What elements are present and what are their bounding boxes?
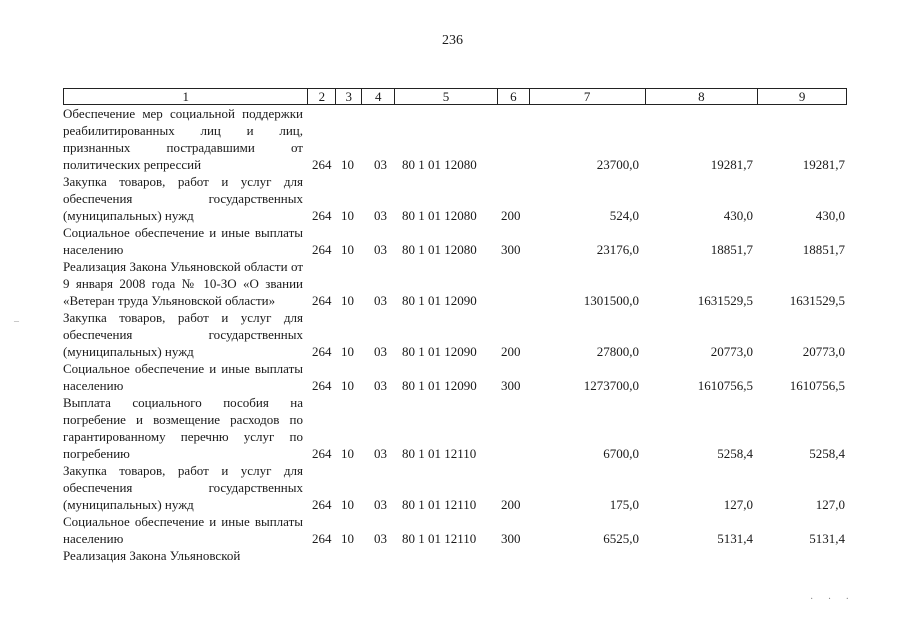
cell-csr: 80 1 01 12110 bbox=[402, 446, 477, 461]
cell-sum-8: 127,0 bbox=[723, 497, 753, 512]
cell-sum-9: 19281,7 bbox=[802, 157, 845, 172]
cell-sum-7: 1273700,0 bbox=[583, 378, 639, 393]
cell-sum-9: 1631529,5 bbox=[789, 293, 845, 308]
header-col-7: 7 bbox=[530, 89, 646, 104]
cell-csr: 80 1 01 12090 bbox=[402, 293, 477, 308]
cell-sum-9: 5258,4 bbox=[809, 446, 845, 461]
cell-sum-7: 6700,0 bbox=[603, 446, 639, 461]
cell-sum-9: 1610756,5 bbox=[789, 378, 845, 393]
row-name: Обеспечение мер социальной поддержки реабилитированных лиц и лиц, признанных пострадавшими от политических репрессий bbox=[63, 106, 303, 172]
header-col-4: 4 bbox=[362, 89, 395, 104]
page-number: 236 bbox=[442, 33, 463, 48]
cell-pr: 03 bbox=[374, 531, 387, 546]
header-col-3: 3 bbox=[336, 89, 362, 104]
cell-rz: 10 bbox=[341, 208, 354, 223]
cell-csr: 80 1 01 12110 bbox=[402, 497, 477, 512]
cell-rz: 10 bbox=[341, 242, 354, 257]
table-row bbox=[63, 309, 847, 360]
cell-ved: 264 bbox=[312, 293, 332, 308]
cell-ved: 264 bbox=[312, 157, 332, 172]
table-row bbox=[63, 394, 847, 462]
cell-pr: 03 bbox=[374, 293, 387, 308]
cell-sum-9: 20773,0 bbox=[802, 344, 845, 359]
row-name: Реализация Закона Ульяновской области от 9 января 2008 года № 10-ЗО «О звании «Ветеран труда Ульяновской области» bbox=[63, 259, 303, 308]
cell-sum-7: 1301500,0 bbox=[583, 293, 639, 308]
cell-pr: 03 bbox=[374, 446, 387, 461]
cell-sum-9: 18851,7 bbox=[802, 242, 845, 257]
row-name: Закупка товаров, работ и услуг для обеспечения государственных (муниципальных) нужд bbox=[63, 463, 303, 512]
cell-sum-7: 6525,0 bbox=[603, 531, 639, 546]
cell-rz: 10 bbox=[341, 293, 354, 308]
cell-sum-8: 20773,0 bbox=[710, 344, 753, 359]
table-row bbox=[63, 462, 847, 513]
cell-sum-7: 23176,0 bbox=[596, 242, 639, 257]
header-col-9: 9 bbox=[798, 89, 806, 104]
table-row bbox=[63, 258, 847, 309]
cell-vr: 200 bbox=[501, 497, 521, 512]
scan-specks: · · · bbox=[810, 594, 855, 605]
cell-ved: 264 bbox=[312, 531, 332, 546]
cell-ved: 264 bbox=[312, 378, 332, 393]
cell-sum-9: 5131,4 bbox=[809, 531, 845, 546]
cell-rz: 10 bbox=[341, 157, 354, 172]
cell-sum-8: 1631529,5 bbox=[697, 293, 753, 308]
table-row bbox=[63, 360, 847, 394]
row-name: Закупка товаров, работ и услуг для обеспечения государственных (муниципальных) нужд bbox=[63, 310, 303, 359]
cell-vr: 200 bbox=[501, 208, 521, 223]
cell-sum-7: 175,0 bbox=[609, 497, 639, 512]
table-row bbox=[63, 224, 847, 258]
table-body bbox=[63, 105, 847, 564]
header-col-8: 8 bbox=[646, 89, 759, 104]
row-name: Социальное обеспечение и иные выплаты населению bbox=[63, 225, 303, 257]
cell-pr: 03 bbox=[374, 344, 387, 359]
cell-rz: 10 bbox=[341, 344, 354, 359]
cell-rz: 10 bbox=[341, 497, 354, 512]
cell-pr: 03 bbox=[374, 242, 387, 257]
cell-pr: 03 bbox=[374, 208, 387, 223]
cell-vr: 300 bbox=[501, 242, 521, 257]
cell-ved: 264 bbox=[312, 242, 332, 257]
cell-sum-8: 1610756,5 bbox=[697, 378, 753, 393]
header-col-2: 2 bbox=[308, 89, 336, 104]
table-header bbox=[63, 88, 847, 105]
cell-ved: 264 bbox=[312, 344, 332, 359]
cell-vr: 300 bbox=[501, 531, 521, 546]
cell-csr: 80 1 01 12080 bbox=[402, 208, 477, 223]
row-name: Закупка товаров, работ и услуг для обеспечения государственных (муниципальных) нужд bbox=[63, 174, 303, 223]
cell-csr: 80 1 01 12090 bbox=[402, 344, 477, 359]
cell-sum-7: 23700,0 bbox=[596, 157, 639, 172]
cell-rz: 10 bbox=[341, 446, 354, 461]
header-col-6: 6 bbox=[498, 89, 530, 104]
table-row bbox=[63, 105, 847, 173]
table-row bbox=[63, 513, 847, 547]
margin-speck: – bbox=[14, 316, 19, 327]
cell-pr: 03 bbox=[374, 378, 387, 393]
cell-sum-7: 524,0 bbox=[609, 208, 639, 223]
cell-vr: 300 bbox=[501, 378, 521, 393]
cell-ved: 264 bbox=[312, 497, 332, 512]
header-col-5: 5 bbox=[395, 89, 498, 104]
cell-ved: 264 bbox=[312, 208, 332, 223]
header-col-1: 1 bbox=[64, 89, 308, 104]
table-row bbox=[63, 173, 847, 224]
cell-rz: 10 bbox=[341, 378, 354, 393]
cell-sum-7: 27800,0 bbox=[596, 344, 639, 359]
cell-csr: 80 1 01 12080 bbox=[402, 242, 477, 257]
table-row bbox=[63, 547, 847, 564]
cell-sum-9: 127,0 bbox=[815, 497, 845, 512]
cell-pr: 03 bbox=[374, 497, 387, 512]
row-name: Социальное обеспечение и иные выплаты населению bbox=[63, 514, 303, 546]
cell-csr: 80 1 01 12080 bbox=[402, 157, 477, 172]
row-name: Выплата социального пособия на погребение и возмещение расходов по гарантированному перечню услуг по погребению bbox=[63, 395, 303, 461]
cell-csr: 80 1 01 12090 bbox=[402, 378, 477, 393]
cell-sum-9: 430,0 bbox=[815, 208, 845, 223]
row-name: Реализация Закона Ульяновской bbox=[63, 548, 241, 563]
row-name: Социальное обеспечение и иные выплаты населению bbox=[63, 361, 303, 393]
cell-sum-8: 5258,4 bbox=[717, 446, 753, 461]
cell-sum-8: 430,0 bbox=[723, 208, 753, 223]
cell-sum-8: 18851,7 bbox=[710, 242, 753, 257]
cell-pr: 03 bbox=[374, 157, 387, 172]
cell-sum-8: 19281,7 bbox=[710, 157, 753, 172]
cell-ved: 264 bbox=[312, 446, 332, 461]
cell-vr: 200 bbox=[501, 344, 521, 359]
cell-rz: 10 bbox=[341, 531, 354, 546]
cell-csr: 80 1 01 12110 bbox=[402, 531, 477, 546]
cell-sum-8: 5131,4 bbox=[717, 531, 753, 546]
